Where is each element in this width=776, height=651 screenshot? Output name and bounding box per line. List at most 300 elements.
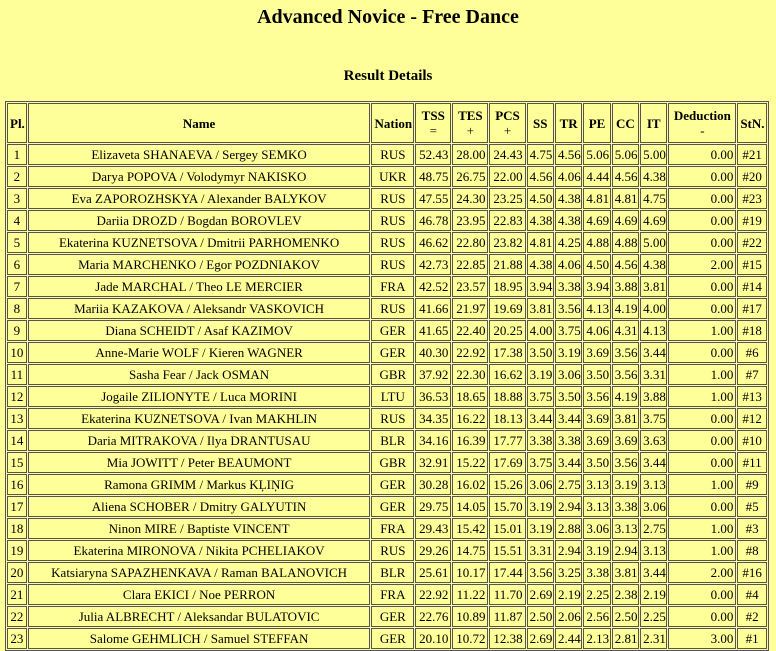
cell-name: Dariia DROZD / Bogdan BOROVLEV [28, 210, 371, 231]
cell-tes: 10.17 [452, 562, 488, 583]
cell-start-number: #16 [737, 562, 767, 583]
cell-cc: 4.31 [612, 320, 639, 341]
cell-name: Katsiaryna SAPAZHENKAVA / Raman BALANOVICH [28, 562, 371, 583]
cell-name: Diana SCHEIDT / Asaf KAZIMOV [28, 320, 371, 341]
cell-name: Ninon MIRE / Baptiste VINCENT [28, 518, 371, 539]
cell-pcs: 17.38 [489, 342, 525, 363]
table-row [7, 540, 767, 561]
header-tss-symbol: = [429, 123, 437, 138]
cell-tr: 2.94 [555, 496, 582, 517]
cell-start-number: #20 [737, 166, 767, 187]
cell-it: 4.69 [640, 210, 667, 231]
cell-pcs: 20.25 [489, 320, 525, 341]
cell-deduction: 0.00 [668, 496, 736, 517]
cell-pe: 4.88 [583, 232, 610, 253]
cell-nation: FRA [371, 518, 414, 539]
table-row [7, 496, 767, 517]
cell-ss: 3.31 [527, 540, 554, 561]
cell-it: 5.00 [640, 232, 667, 253]
table-row [7, 298, 767, 319]
cell-nation: GBR [371, 364, 414, 385]
cell-nation: FRA [371, 276, 414, 297]
cell-start-number: #17 [737, 298, 767, 319]
header-deduction [668, 103, 736, 143]
cell-start-number: #10 [737, 430, 767, 451]
cell-it: 3.88 [640, 386, 667, 407]
cell-pe: 4.81 [583, 188, 610, 209]
cell-place: 7 [7, 276, 27, 297]
header-nation: Nation [371, 103, 414, 143]
cell-start-number: #21 [737, 144, 767, 165]
cell-pcs: 18.88 [489, 386, 525, 407]
cell-pcs: 23.25 [489, 188, 525, 209]
cell-place: 4 [7, 210, 27, 231]
cell-pe: 3.13 [583, 496, 610, 517]
cell-deduction: 2.00 [668, 254, 736, 275]
cell-name: Ekaterina KUZNETSOVA / Dmitrii PARHOMENKO [28, 232, 371, 253]
header-ss: SS [527, 103, 554, 143]
cell-nation: RUS [371, 210, 414, 231]
cell-tss: 42.73 [415, 254, 451, 275]
cell-tes: 22.40 [452, 320, 488, 341]
cell-place: 18 [7, 518, 27, 539]
cell-deduction: 0.00 [668, 210, 736, 231]
cell-nation: GER [371, 320, 414, 341]
cell-name: Jade MARCHAL / Theo LE MERCIER [28, 276, 371, 297]
cell-ss: 4.38 [527, 254, 554, 275]
cell-cc: 4.19 [612, 386, 639, 407]
cell-tss: 30.28 [415, 474, 451, 495]
cell-ss: 3.81 [527, 298, 554, 319]
cell-place: 23 [7, 628, 27, 649]
cell-tes: 23.57 [452, 276, 488, 297]
cell-it: 3.44 [640, 452, 667, 473]
cell-start-number: #9 [737, 474, 767, 495]
cell-pe: 4.69 [583, 210, 610, 231]
cell-place: 6 [7, 254, 27, 275]
header-pcs-symbol: + [503, 123, 512, 138]
cell-nation: GER [371, 342, 414, 363]
cell-place: 15 [7, 452, 27, 473]
cell-tss: 41.65 [415, 320, 451, 341]
cell-nation: RUS [371, 232, 414, 253]
cell-name: Mia JOWITT / Peter BEAUMONT [28, 452, 371, 473]
cell-pe: 4.50 [583, 254, 610, 275]
table-row [7, 628, 767, 649]
cell-pe: 2.25 [583, 584, 610, 605]
cell-tr: 4.25 [555, 232, 582, 253]
header-tss-label: TSS [421, 108, 445, 123]
header-pcs-label: PCS [495, 108, 520, 123]
table-row [7, 232, 767, 253]
cell-pe: 2.13 [583, 628, 610, 649]
cell-pcs: 12.38 [489, 628, 525, 649]
cell-tes: 22.30 [452, 364, 488, 385]
cell-deduction: 0.00 [668, 166, 736, 187]
cell-pe: 3.38 [583, 562, 610, 583]
cell-deduction: 1.00 [668, 474, 736, 495]
cell-tes: 24.30 [452, 188, 488, 209]
cell-nation: RUS [371, 188, 414, 209]
cell-it: 2.19 [640, 584, 667, 605]
header-place: Pl. [7, 103, 27, 143]
table-row [7, 210, 767, 231]
cell-pe: 3.19 [583, 540, 610, 561]
header-tes-label: TES [458, 108, 483, 123]
cell-place: 22 [7, 606, 27, 627]
cell-it: 2.31 [640, 628, 667, 649]
cell-cc: 3.88 [612, 276, 639, 297]
cell-tes: 15.42 [452, 518, 488, 539]
cell-pcs: 24.43 [489, 144, 525, 165]
cell-name: Ekaterina KUZNETSOVA / Ivan MAKHLIN [28, 408, 371, 429]
cell-ss: 3.56 [527, 562, 554, 583]
cell-start-number: #8 [737, 540, 767, 561]
cell-place: 17 [7, 496, 27, 517]
cell-tes: 15.22 [452, 452, 488, 473]
cell-name: Anne-Marie WOLF / Kieren WAGNER [28, 342, 371, 363]
cell-place: 14 [7, 430, 27, 451]
header-pe: PE [583, 103, 610, 143]
cell-ss: 4.56 [527, 166, 554, 187]
cell-pcs: 18.13 [489, 408, 525, 429]
cell-tss: 25.61 [415, 562, 451, 583]
cell-name: Clara EKICI / Noe PERRON [28, 584, 371, 605]
cell-cc: 4.56 [612, 254, 639, 275]
cell-cc: 3.69 [612, 430, 639, 451]
cell-deduction: 0.00 [668, 188, 736, 209]
cell-place: 5 [7, 232, 27, 253]
cell-deduction: 0.00 [668, 342, 736, 363]
header-tes [452, 103, 488, 143]
cell-tss: 34.16 [415, 430, 451, 451]
cell-tr: 3.56 [555, 298, 582, 319]
cell-cc: 3.13 [612, 518, 639, 539]
cell-deduction: 0.00 [668, 298, 736, 319]
cell-it: 4.38 [640, 166, 667, 187]
page-subtitle: Result Details [343, 68, 433, 84]
cell-place: 21 [7, 584, 27, 605]
cell-cc: 4.81 [612, 188, 639, 209]
table-row [7, 408, 767, 429]
cell-name: Ramona GRIMM / Markus KĻIŅIG [28, 474, 371, 495]
cell-it: 3.44 [640, 562, 667, 583]
cell-pcs: 16.62 [489, 364, 525, 385]
cell-tr: 2.94 [555, 540, 582, 561]
cell-pe: 4.06 [583, 320, 610, 341]
cell-pcs: 22.00 [489, 166, 525, 187]
cell-ss: 4.00 [527, 320, 554, 341]
cell-pe: 4.44 [583, 166, 610, 187]
cell-tss: 52.43 [415, 144, 451, 165]
table-row [7, 144, 767, 165]
cell-tes: 18.65 [452, 386, 488, 407]
cell-tss: 40.30 [415, 342, 451, 363]
cell-place: 12 [7, 386, 27, 407]
cell-place: 8 [7, 298, 27, 319]
cell-start-number: #6 [737, 342, 767, 363]
cell-name: Sasha Fear / Jack OSMAN [28, 364, 371, 385]
cell-cc: 4.56 [612, 166, 639, 187]
cell-it: 3.81 [640, 276, 667, 297]
cell-ss: 3.44 [527, 408, 554, 429]
cell-tss: 29.43 [415, 518, 451, 539]
cell-pcs: 18.95 [489, 276, 525, 297]
cell-tr: 3.06 [555, 364, 582, 385]
cell-tss: 32.91 [415, 452, 451, 473]
cell-pcs: 11.70 [489, 584, 525, 605]
cell-start-number: #3 [737, 518, 767, 539]
cell-cc: 3.81 [612, 562, 639, 583]
cell-start-number: #12 [737, 408, 767, 429]
cell-name: Salome GEHMLICH / Samuel STEFFAN [28, 628, 371, 649]
cell-ss: 3.19 [527, 518, 554, 539]
cell-ss: 3.19 [527, 496, 554, 517]
cell-pcs: 22.83 [489, 210, 525, 231]
cell-place: 11 [7, 364, 27, 385]
cell-it: 4.38 [640, 254, 667, 275]
cell-cc: 3.56 [612, 342, 639, 363]
cell-place: 2 [7, 166, 27, 187]
cell-cc: 4.69 [612, 210, 639, 231]
header-deduction-symbol: - [700, 123, 705, 138]
cell-tes: 22.80 [452, 232, 488, 253]
cell-tes: 16.22 [452, 408, 488, 429]
cell-start-number: #5 [737, 496, 767, 517]
cell-it: 4.75 [640, 188, 667, 209]
cell-it: 3.13 [640, 474, 667, 495]
cell-tes: 16.02 [452, 474, 488, 495]
cell-tr: 4.38 [555, 188, 582, 209]
cell-name: Darya POPOVA / Volodymyr NAKISKO [28, 166, 371, 187]
cell-ss: 3.50 [527, 342, 554, 363]
cell-nation: UKR [371, 166, 414, 187]
cell-tes: 14.75 [452, 540, 488, 561]
cell-pcs: 15.26 [489, 474, 525, 495]
cell-tss: 22.76 [415, 606, 451, 627]
cell-it: 3.31 [640, 364, 667, 385]
cell-it: 2.25 [640, 606, 667, 627]
cell-start-number: #14 [737, 276, 767, 297]
cell-it: 2.75 [640, 518, 667, 539]
table-row [7, 518, 767, 539]
cell-pcs: 17.44 [489, 562, 525, 583]
header-it: IT [640, 103, 667, 143]
table-row [7, 188, 767, 209]
cell-tes: 26.75 [452, 166, 488, 187]
cell-cc: 2.38 [612, 584, 639, 605]
table-row [7, 342, 767, 363]
cell-name: Aliena SCHOBER / Dmitry GALYUTIN [28, 496, 371, 517]
cell-deduction: 0.00 [668, 452, 736, 473]
header-tes-symbol: + [466, 123, 475, 138]
cell-pcs: 19.69 [489, 298, 525, 319]
cell-pe: 3.06 [583, 518, 610, 539]
table-row [7, 562, 767, 583]
cell-cc: 4.19 [612, 298, 639, 319]
cell-ss: 3.06 [527, 474, 554, 495]
cell-tes: 10.72 [452, 628, 488, 649]
cell-it: 4.13 [640, 320, 667, 341]
cell-tr: 4.06 [555, 166, 582, 187]
cell-nation: FRA [371, 584, 414, 605]
cell-tss: 37.92 [415, 364, 451, 385]
cell-nation: RUS [371, 254, 414, 275]
cell-pcs: 15.70 [489, 496, 525, 517]
cell-nation: GER [371, 628, 414, 649]
page-title: Advanced Novice - Free Dance [257, 6, 519, 28]
cell-ss: 3.19 [527, 364, 554, 385]
cell-pe: 3.69 [583, 408, 610, 429]
cell-tss: 48.75 [415, 166, 451, 187]
cell-name: Ekaterina MIRONOVA / Nikita PCHELIAKOV [28, 540, 371, 561]
table-row [7, 430, 767, 451]
cell-pcs: 23.82 [489, 232, 525, 253]
cell-tes: 22.85 [452, 254, 488, 275]
cell-it: 5.00 [640, 144, 667, 165]
header-cc: CC [612, 103, 639, 143]
cell-tss: 22.92 [415, 584, 451, 605]
cell-tes: 23.95 [452, 210, 488, 231]
results-table [5, 101, 769, 651]
cell-ss: 3.75 [527, 452, 554, 473]
cell-name: Maria MARCHENKO / Egor POZDNIAKOV [28, 254, 371, 275]
cell-place: 20 [7, 562, 27, 583]
cell-pcs: 15.51 [489, 540, 525, 561]
cell-tr: 3.75 [555, 320, 582, 341]
cell-start-number: #19 [737, 210, 767, 231]
cell-name: Elizaveta SHANAEVA / Sergey SEMKO [28, 144, 371, 165]
cell-ss: 3.38 [527, 430, 554, 451]
cell-tes: 14.05 [452, 496, 488, 517]
cell-it: 3.75 [640, 408, 667, 429]
cell-place: 10 [7, 342, 27, 363]
cell-ss: 4.81 [527, 232, 554, 253]
table-row [7, 386, 767, 407]
cell-tes: 10.89 [452, 606, 488, 627]
cell-tr: 2.44 [555, 628, 582, 649]
cell-nation: RUS [371, 144, 414, 165]
cell-start-number: #2 [737, 606, 767, 627]
cell-pcs: 21.88 [489, 254, 525, 275]
cell-tr: 3.38 [555, 430, 582, 451]
cell-deduction: 1.00 [668, 518, 736, 539]
header-row [7, 103, 767, 143]
cell-tr: 4.06 [555, 254, 582, 275]
cell-nation: RUS [371, 540, 414, 561]
table-row [7, 606, 767, 627]
cell-tss: 29.26 [415, 540, 451, 561]
cell-tes: 28.00 [452, 144, 488, 165]
cell-tss: 41.66 [415, 298, 451, 319]
header-tr: TR [555, 103, 582, 143]
header-pcs [489, 103, 525, 143]
cell-place: 16 [7, 474, 27, 495]
header-tss [415, 103, 451, 143]
cell-nation: BLR [371, 430, 414, 451]
cell-tss: 34.35 [415, 408, 451, 429]
cell-cc: 3.81 [612, 408, 639, 429]
cell-tes: 16.39 [452, 430, 488, 451]
cell-name: Daria MITRAKOVA / Ilya DRANTUSAU [28, 430, 371, 451]
cell-tr: 2.19 [555, 584, 582, 605]
cell-start-number: #13 [737, 386, 767, 407]
cell-deduction: 1.00 [668, 386, 736, 407]
cell-deduction: 1.00 [668, 320, 736, 341]
table-row [7, 474, 767, 495]
cell-it: 3.06 [640, 496, 667, 517]
cell-cc: 3.56 [612, 364, 639, 385]
cell-nation: GER [371, 606, 414, 627]
cell-tss: 47.55 [415, 188, 451, 209]
cell-deduction: 1.00 [668, 364, 736, 385]
cell-ss: 4.38 [527, 210, 554, 231]
cell-place: 1 [7, 144, 27, 165]
cell-cc: 2.50 [612, 606, 639, 627]
cell-tss: 20.10 [415, 628, 451, 649]
cell-deduction: 0.00 [668, 430, 736, 451]
cell-pe: 3.13 [583, 474, 610, 495]
table-row [7, 364, 767, 385]
cell-cc: 4.88 [612, 232, 639, 253]
cell-pe: 3.69 [583, 342, 610, 363]
table-row [7, 254, 767, 275]
cell-place: 9 [7, 320, 27, 341]
cell-start-number: #18 [737, 320, 767, 341]
cell-tr: 4.56 [555, 144, 582, 165]
cell-nation: GBR [371, 452, 414, 473]
cell-cc: 2.81 [612, 628, 639, 649]
cell-tr: 2.88 [555, 518, 582, 539]
cell-pe: 4.13 [583, 298, 610, 319]
table-row [7, 452, 767, 473]
table-row [7, 320, 767, 341]
cell-cc: 2.94 [612, 540, 639, 561]
cell-pe: 3.50 [583, 452, 610, 473]
table-row [7, 584, 767, 605]
cell-ss: 2.50 [527, 606, 554, 627]
cell-ss: 2.69 [527, 628, 554, 649]
cell-pe: 3.50 [583, 364, 610, 385]
cell-pcs: 15.01 [489, 518, 525, 539]
cell-place: 13 [7, 408, 27, 429]
cell-ss: 2.69 [527, 584, 554, 605]
cell-start-number: #15 [737, 254, 767, 275]
cell-ss: 4.75 [527, 144, 554, 165]
cell-nation: RUS [371, 408, 414, 429]
cell-pcs: 17.77 [489, 430, 525, 451]
cell-deduction: 0.00 [668, 584, 736, 605]
cell-start-number: #22 [737, 232, 767, 253]
cell-tr: 3.44 [555, 408, 582, 429]
cell-tss: 36.53 [415, 386, 451, 407]
cell-it: 3.44 [640, 342, 667, 363]
cell-tr: 3.50 [555, 386, 582, 407]
cell-tss: 46.62 [415, 232, 451, 253]
cell-deduction: 0.00 [668, 144, 736, 165]
cell-name: Jogaile ZILIONYTE / Luca MORINI [28, 386, 371, 407]
cell-tss: 42.52 [415, 276, 451, 297]
cell-pcs: 11.87 [489, 606, 525, 627]
cell-nation: LTU [371, 386, 414, 407]
header-name: Name [28, 103, 371, 143]
cell-start-number: #1 [737, 628, 767, 649]
cell-pe: 3.94 [583, 276, 610, 297]
cell-cc: 3.19 [612, 474, 639, 495]
cell-ss: 3.94 [527, 276, 554, 297]
header-deduction-label: Deduction [673, 108, 731, 123]
table-row [7, 276, 767, 297]
